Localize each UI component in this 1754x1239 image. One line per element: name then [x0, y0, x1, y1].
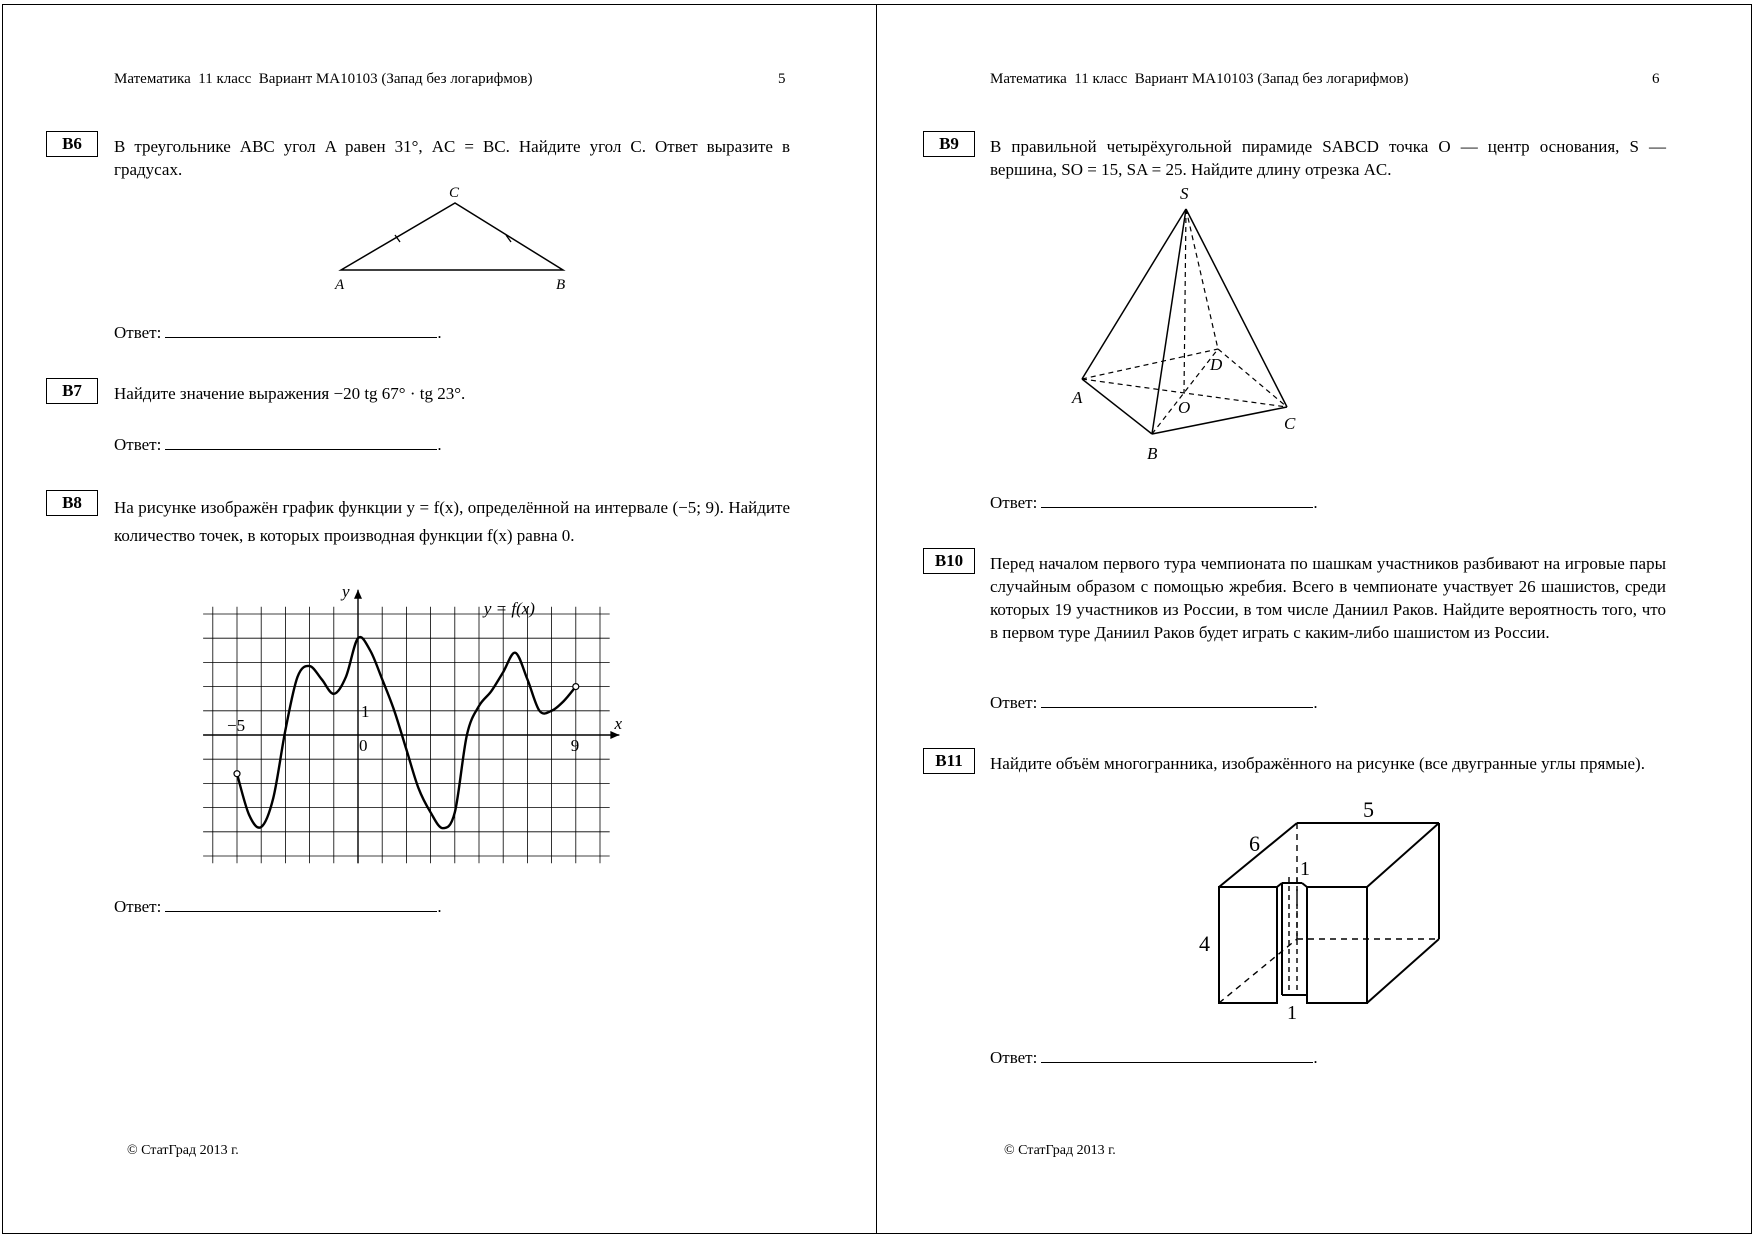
answer-field-b9[interactable]: Ответ: .: [990, 493, 1318, 512]
edge-dc: [1218, 349, 1287, 407]
answer-field-b7[interactable]: Ответ: .: [114, 435, 442, 454]
side-edge: [1367, 939, 1439, 1003]
page-left: [2, 4, 877, 1234]
problem-b10-text: Перед началом первого тура чемпионата по шашкам участников разбивают на игровые пары случайным образом с помощью жребия. Всего в чемпионате участвует 26 шашистов, среди которых 19 участников из России, в том числе Даниил Раков. Найдите вероятность того, что в первом туре Даниил Раков будет играть с каким-либо шашистом из России.: [990, 554, 1666, 642]
vertex-label-a: A: [335, 277, 345, 293]
problem-b6-text: В треугольнике ABC угол A равен 31°, AC = BC. Найдите угол C. Ответ выразите в градусах.: [114, 137, 790, 179]
problem-tag-b9: B9: [923, 131, 975, 157]
dimension-label-depth: 6: [1249, 831, 1260, 856]
pyramid-figure: [1072, 181, 1332, 461]
vertex-label-a: A: [1072, 388, 1083, 407]
triangle-abc: [341, 203, 563, 270]
polyhedron-figure: [1177, 795, 1437, 1025]
dimension-label-height: 4: [1199, 931, 1210, 956]
problem-tag-b11: B11: [923, 748, 975, 774]
edge-ab: [1082, 379, 1152, 434]
top-edge: [1367, 823, 1439, 887]
vertex-label-b: B: [1147, 444, 1158, 463]
y-axis-label: y: [342, 582, 350, 602]
vertex-label-d: D: [1210, 355, 1223, 374]
front-face-left: [1219, 887, 1277, 1003]
vertex-label-c: C: [1284, 414, 1296, 433]
height-so: [1184, 209, 1186, 393]
open-endpoint-right: [573, 684, 579, 690]
answer-field-b8[interactable]: Ответ: .: [114, 897, 442, 916]
copyright: © СтатГрад 2013 г.: [127, 1143, 239, 1158]
dimension-label-slot-top: 1: [1300, 858, 1310, 880]
function-graph: [227, 575, 671, 875]
answer-field-b11[interactable]: Ответ: .: [990, 1048, 1318, 1067]
page-header: Математика 11 класс Вариант МА10103 (Запад без логарифмов): [990, 71, 1409, 87]
problem-b11-text: Найдите объём многогранника, изображённого на рисунке (все двугранные углы прямые).: [990, 754, 1645, 773]
problem-tag-b10: B10: [923, 548, 975, 574]
edge-sc: [1186, 209, 1287, 407]
vertex-label-c: C: [449, 185, 460, 201]
edge-sd: [1186, 209, 1218, 349]
tick-label-neg5: −5: [227, 716, 246, 735]
tick-label-0: 0: [359, 736, 368, 755]
function-label: y = f(x): [483, 599, 535, 618]
y-axis-arrow: [354, 590, 362, 599]
problem-tag-b8: B8: [46, 490, 98, 516]
problem-tag-b7: B7: [46, 378, 98, 404]
page-right: [876, 4, 1752, 1234]
tick-label-1: 1: [361, 701, 370, 721]
dimension-label-slot-bottom: 1: [1287, 1002, 1297, 1024]
page-number: 5: [778, 71, 786, 87]
edge-bc: [1152, 407, 1287, 434]
dimension-label-top: 5: [1363, 797, 1374, 822]
answer-field-b6[interactable]: Ответ: .: [114, 323, 442, 342]
page-header: Математика 11 класс Вариант МА10103 (Запад без логарифмов): [114, 71, 533, 87]
copyright: © СтатГрад 2013 г.: [1004, 1143, 1116, 1158]
slot-edge: [1302, 883, 1307, 887]
page-number: 6: [1652, 71, 1660, 87]
tick-label-9: 9: [570, 736, 580, 755]
point-label-o: O: [1178, 398, 1191, 417]
triangle-figure: [323, 181, 583, 301]
open-endpoint-left: [234, 771, 240, 777]
answer-field-b10[interactable]: Ответ: .: [990, 693, 1318, 712]
vertex-label-b: B: [556, 277, 566, 293]
hidden-edge: [1219, 939, 1297, 1003]
front-face-right: [1307, 887, 1367, 1003]
problem-b8-text: На рисунке изображён график функции y = f(x), определённой на интервале (−5; 9). Найдите количество точек, в которых производная функции f(x) равна 0.: [114, 498, 790, 545]
problem-b7-text: Найдите значение выражения −20 tg 67° · tg 23°.: [114, 384, 466, 403]
problem-tag-b6: B6: [46, 131, 98, 157]
vertex-label-s: S: [1180, 184, 1189, 203]
edge-sa: [1082, 209, 1186, 379]
x-axis-label: x: [614, 714, 623, 733]
problem-b9-text: В правильной четырёхугольной пирамиде SABCD точка O — центр основания, S — вершина, SO = 15, SA = 25. Найдите длину отрезка AC.: [990, 137, 1666, 179]
